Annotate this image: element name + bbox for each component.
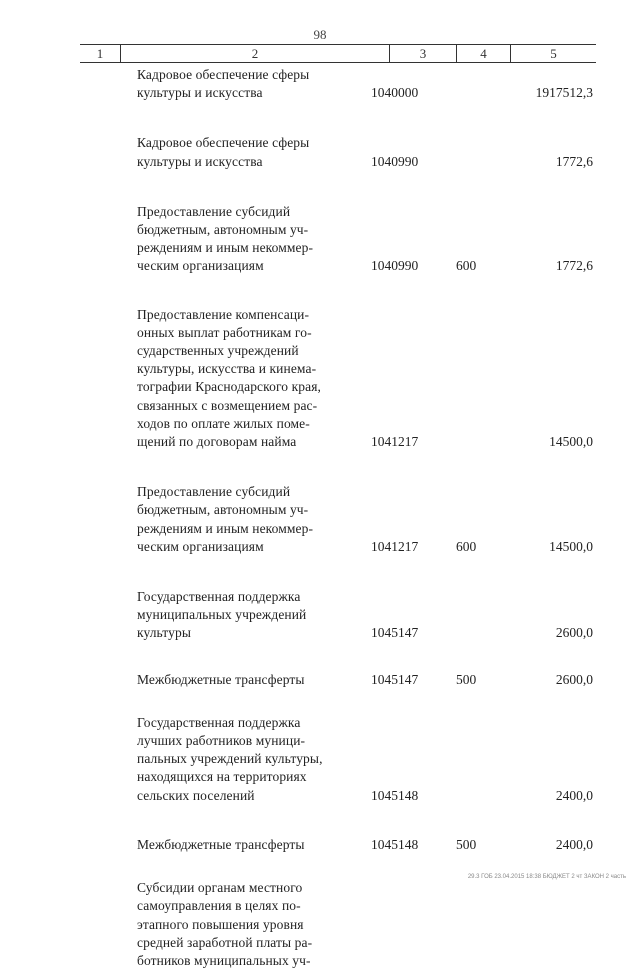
row-description: [137, 203, 344, 276]
description-line: ческим организациям: [137, 258, 264, 274]
description-line: культуры: [137, 625, 191, 641]
table-header-row: [80, 44, 596, 63]
description-line: сельских поселений: [137, 787, 255, 803]
row-expense-type: 600: [456, 538, 477, 554]
page-number: 98: [313, 27, 327, 42]
table-row: [0, 879, 640, 970]
description-line: щений по договорам найма: [137, 434, 297, 450]
header-col-2: 2: [251, 46, 259, 61]
row-expense-type: 500: [456, 671, 477, 687]
header-col-5: 5: [550, 46, 557, 61]
description-line: Предоставление субсидий: [137, 484, 291, 500]
row-amount: 14500,0: [549, 434, 593, 450]
description-line: пальных учреждений культуры,: [137, 751, 323, 767]
row-description: [137, 66, 344, 102]
row-amount: 1772,6: [555, 258, 593, 274]
row-code: 1045147: [371, 625, 419, 641]
description-line: Государственная поддержка: [137, 714, 301, 730]
description-line: ходов по оплате жилых поме-: [137, 415, 310, 431]
table-row: [0, 483, 640, 556]
row-code: 1040990: [371, 258, 419, 274]
row-description: [137, 483, 344, 556]
row-amount: 2600,0: [555, 625, 593, 641]
row-amount: 2600,0: [555, 671, 593, 687]
description-line: Предоставление субсидий: [137, 203, 291, 219]
header-col-1: 1: [96, 46, 104, 61]
description-line: средней заработной платы ра-: [137, 934, 313, 950]
row-code: 1045147: [371, 671, 419, 687]
row-amount: 2400,0: [555, 836, 593, 852]
row-expense-type: 500: [456, 836, 477, 852]
description-line: сударственных учреждений: [137, 343, 299, 359]
description-line: культуры, искусства и кинема-: [137, 361, 317, 377]
table-row: [0, 714, 640, 805]
description-line: бюджетным, автономным уч-: [137, 222, 309, 238]
description-line: находящихся на территориях: [137, 769, 307, 785]
description-line: Кадровое обеспечение сферы: [137, 67, 310, 82]
table-row: [0, 203, 640, 276]
row-description: [137, 714, 344, 805]
description-line: культуры и искусства: [137, 153, 263, 169]
row-code: 1040000: [371, 85, 419, 101]
description-line: Предоставление компенсаци-: [137, 306, 310, 322]
row-description: [137, 671, 344, 689]
description-line: тографии Краснодарского края,: [137, 379, 321, 395]
description-line: Субсидии органам местного: [137, 880, 303, 896]
description-line: самоуправления в целях по-: [137, 898, 301, 914]
row-expense-type: 600: [456, 258, 477, 274]
table-row: [0, 671, 640, 689]
row-code: 1040990: [371, 153, 419, 169]
row-amount: 1772,6: [555, 153, 593, 169]
table-row: [0, 306, 640, 452]
description-line: ческим организациям: [137, 538, 264, 554]
description-line: реждениям и иным некоммер-: [137, 240, 314, 256]
header-col-4: 4: [480, 46, 487, 61]
row-code: 1041217: [371, 538, 419, 554]
description-line: ботников муниципальных уч-: [137, 952, 311, 968]
table-row: [0, 134, 640, 170]
table-row: [0, 836, 640, 854]
table-body: [0, 66, 640, 970]
header-col-3: 3: [419, 46, 427, 61]
footer-stamp: 29.3 ГОБ 23.04.2015 18:38 БЮДЖЕТ 2 чт ЗАКОН 2 часть: [467, 874, 626, 880]
description-line: связанных с возмещением рас-: [137, 397, 318, 413]
row-amount: 14500,0: [549, 538, 593, 554]
row-code: 1041217: [371, 434, 419, 450]
row-description: [137, 588, 344, 643]
row-description: [137, 879, 344, 970]
description-line: Кадровое обеспечение сферы: [137, 135, 310, 151]
table-row: [0, 66, 640, 102]
description-line: бюджетным, автономным уч-: [137, 502, 309, 518]
description-line: этапного повышения уровня: [137, 916, 304, 932]
row-description: [137, 134, 344, 170]
table-row: [0, 588, 640, 643]
description-line: муниципальных учреждений: [137, 607, 307, 623]
description-line: онных выплат работникам го-: [137, 324, 312, 340]
description-line: лучших работников муници-: [137, 733, 306, 749]
description-line: реждениям и иным некоммер-: [137, 520, 314, 536]
description-line: Межбюджетные трансферты: [137, 836, 305, 852]
row-amount: 1917512,3: [535, 85, 593, 101]
description-line: Межбюджетные трансферты: [137, 671, 305, 687]
row-code: 1045148: [371, 787, 419, 803]
description-line: культуры и искусства: [137, 85, 263, 101]
description-line: Государственная поддержка: [137, 589, 301, 605]
row-amount: 2400,0: [555, 787, 593, 803]
row-code: 1045148: [371, 836, 419, 852]
row-description: [137, 836, 344, 854]
row-description: [137, 306, 344, 452]
